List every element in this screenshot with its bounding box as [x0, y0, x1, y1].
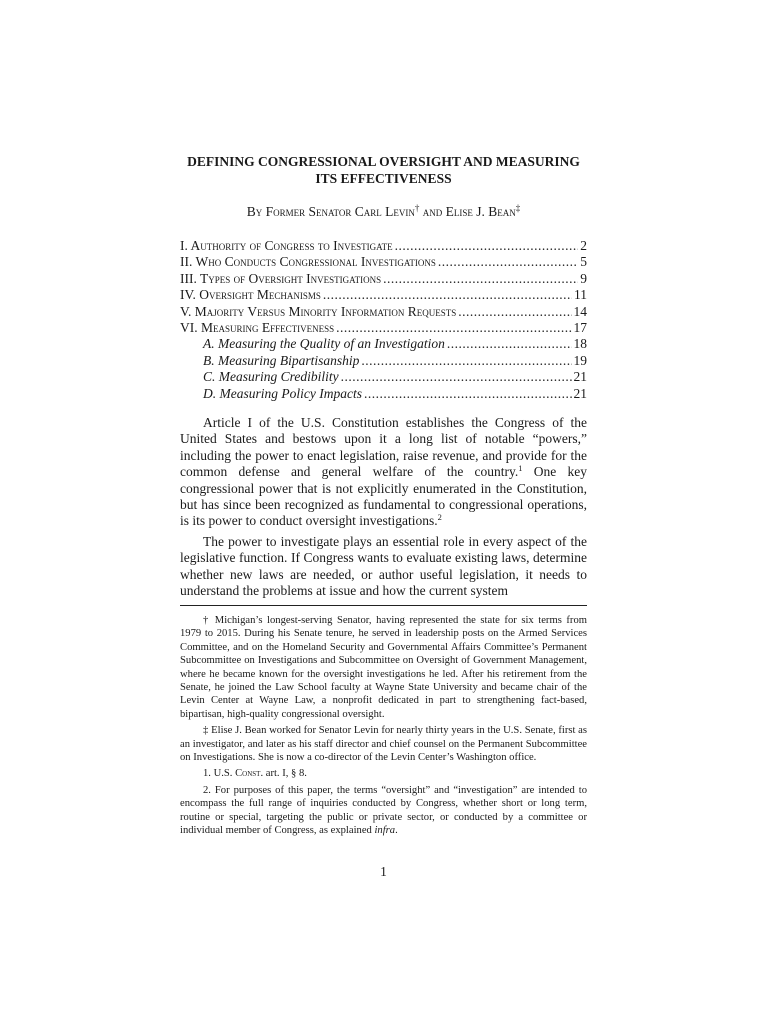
- toc-leader-dots: [447, 336, 572, 352]
- paragraph-text: Article I of the U.S. Constitution establishes the Congress of the United States and bestows upon it a long list of notable “powers,” including the power to enact legislation, raise revenue, and provide for the common defense and general welfare of the country.: [180, 415, 587, 480]
- toc-entry-page: 9: [580, 270, 587, 286]
- toc-entry[interactable]: [180, 304, 587, 320]
- toc-entry[interactable]: [180, 238, 587, 254]
- toc-entry-page: 14: [573, 303, 587, 319]
- footnote-double-dagger: ‡ Elise J. Bean worked for Senator Levin for nearly thirty years in the U.S. Senate, first as an investigator, and later as his staff director and chief counsel on the Permanent Subcommittee on Investigations. She is now a co-director of the Levin Center’s Washington office.: [180, 725, 587, 764]
- footnotes: [180, 614, 587, 841]
- toc-entry-page: 17: [573, 320, 587, 336]
- toc-leader-dots: [341, 369, 572, 385]
- page-number: 1: [380, 864, 387, 879]
- body-text: [180, 415, 587, 599]
- toc-leader-dots: [458, 304, 571, 320]
- footnote-1-const: Const: [235, 768, 261, 780]
- footnote-1-text: 1. U.S.: [203, 768, 236, 780]
- toc-entry-label: II. Who Conducts Congressional Investigations: [180, 254, 436, 270]
- toc-subentry-page: 19: [573, 352, 587, 368]
- toc-subentry-label: C. Measuring Credibility: [203, 369, 339, 385]
- toc-entry[interactable]: [180, 287, 587, 303]
- toc-subentry-page: 18: [573, 336, 587, 352]
- toc-entry-label: V. Majority Versus Minority Information Requests: [180, 303, 457, 319]
- footnote-divider: [180, 605, 587, 606]
- footnote-ref-1[interactable]: 1: [518, 463, 523, 474]
- toc-entry-label: III. Types of Oversight Investigations: [180, 270, 382, 286]
- toc-subentry-label: A. Measuring the Quality of an Investigation: [203, 336, 445, 352]
- toc-entry-label: I. Authority of Congress to Investigate: [180, 238, 393, 253]
- footnote-1-cite: . art. I, § 8.: [260, 768, 307, 780]
- paragraph-power-to-investigate: The power to investigate plays an essential role in every aspect of the legislative function. If Congress wants to evaluate existing laws, determine whether new laws are needed, or author useful legislation, it needs to understand the problems at issue and how the current system: [180, 533, 587, 599]
- toc-entry-label: VI. Measuring Effectiveness: [180, 320, 335, 336]
- toc-subentry-page: 21: [573, 369, 587, 385]
- author-bean: Elise J. Bean: [445, 204, 516, 219]
- toc-leader-dots: [361, 353, 571, 369]
- footnote-mark-dagger[interactable]: †: [414, 203, 420, 213]
- toc-subentry[interactable]: [180, 386, 587, 402]
- toc-subentry-label: B. Measuring Bipartisanship: [203, 352, 360, 368]
- toc-leader-dots: [364, 386, 572, 402]
- byline: [180, 204, 587, 220]
- footnote-2-infra: infra: [374, 825, 396, 837]
- footnote-dagger: † Michigan’s longest-serving Senator, having represented the state for six terms from 1979 to 2015. During his Senate tenure, he served in leadership posts on the Armed Services Committee, and on the Homeland Security and Governmental Affairs Committee’s Permanent Subcommittee on Investigations and Subcommittee on Oversight of Government Management, where he became known for the oversight investigations he led. After his retirement from the Senate, he joined the Law School faculty at Wayne State University and became chair of the Levin Center at Wayne Law, a nonprofit dedicated in part to strengthening fact-based, bipartisan, high-quality congressional oversight.: [180, 615, 587, 720]
- toc-entry[interactable]: [180, 254, 587, 270]
- footnote-1: [180, 767, 587, 780]
- toc-subentry[interactable]: [180, 369, 587, 385]
- toc-subentry-page: 21: [573, 385, 587, 401]
- footnote-ref-2[interactable]: 2: [437, 512, 442, 523]
- toc-subentry[interactable]: [180, 336, 587, 352]
- footnote-2: [180, 784, 587, 838]
- article-title: [180, 153, 587, 187]
- toc-leader-dots: [383, 271, 578, 287]
- toc-entry-label: IV. Oversight Mechanisms: [180, 287, 321, 303]
- footnote-2-text: 2. For purposes of this paper, the terms “oversight” and “investigation” are intended to encompass the full range of inquiries conducted by Congress, whether short or long term, routine or special, targeting the public or private sector, or conducted by a committee or individual member of Congress, as explained: [180, 784, 587, 837]
- paragraph-text: One key congressional power that is not explicitly enumerated in the Constitution, but has since been recognized as fundamental to congressional operations, is its power to conduct oversight investigations.: [180, 464, 588, 529]
- author-levin: By Former Senator Carl Levin: [246, 204, 415, 219]
- byline-conjunction: and: [419, 204, 446, 219]
- toc-subentry-label: D. Measuring Policy Impacts: [203, 385, 362, 401]
- title-line-1: DEFINING CONGRESSIONAL OVERSIGHT AND MEASURING: [187, 154, 580, 169]
- title-line-2: ITS EFFECTIVENESS: [315, 171, 452, 186]
- toc-leader-dots: [395, 238, 579, 254]
- toc-entry-page: 5: [580, 254, 587, 270]
- footnote-2-end: .: [395, 825, 398, 837]
- toc-entry[interactable]: [180, 320, 587, 336]
- toc-leader-dots: [336, 320, 571, 336]
- toc-subentry[interactable]: [180, 353, 587, 369]
- footnote-mark-double-dagger[interactable]: ‡: [515, 203, 521, 213]
- toc-entry-page: 11: [574, 287, 587, 303]
- toc-entry[interactable]: [180, 271, 587, 287]
- toc-entry-page: 2: [580, 238, 587, 253]
- table-of-contents: [180, 238, 587, 402]
- toc-leader-dots: [438, 254, 578, 270]
- paragraph-article-one: [180, 415, 587, 530]
- toc-leader-dots: [323, 287, 572, 303]
